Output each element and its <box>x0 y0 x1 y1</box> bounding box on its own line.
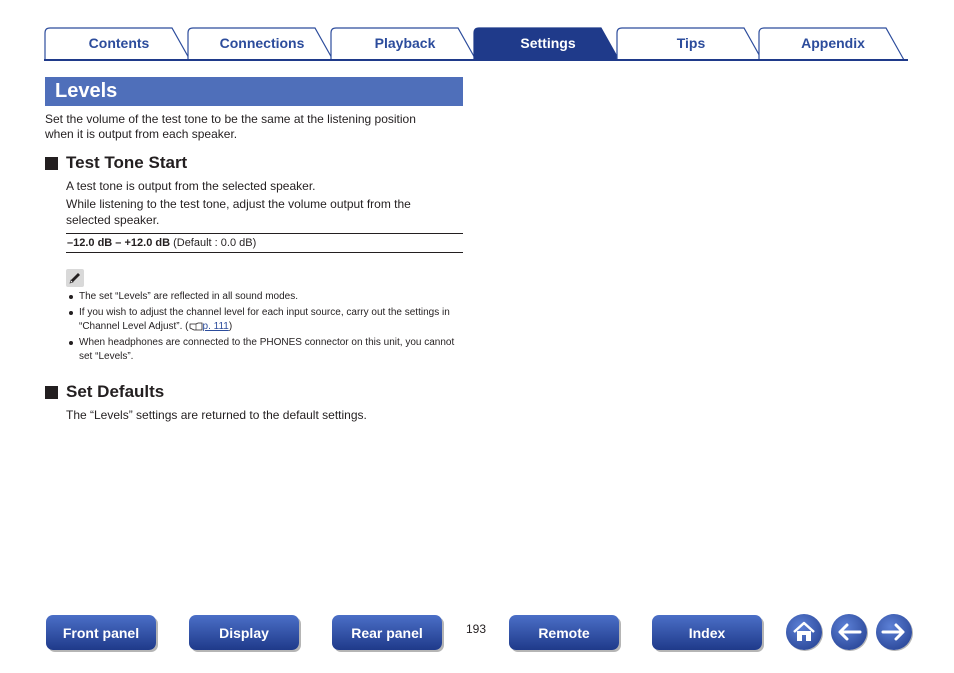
note-item <box>66 306 466 334</box>
back-button[interactable] <box>831 614 867 650</box>
range-box <box>66 233 463 253</box>
note-text: The set “Levels” are reflected in all sound modes. <box>79 291 298 302</box>
section-heading-text: Set Defaults <box>66 382 165 401</box>
note-text: When headphones are connected to the PHONES connector on this unit, you cannot set “Levels”. <box>79 337 455 362</box>
display-button[interactable]: Display <box>189 615 299 650</box>
home-button[interactable] <box>786 614 822 650</box>
intro-text: Set the volume of the test tone to be the same at the listening position when it is output from each speaker. <box>45 112 416 141</box>
tab-connections[interactable] <box>187 27 337 59</box>
square-bullet-icon <box>45 386 58 399</box>
front-panel-button[interactable]: Front panel <box>46 615 156 650</box>
tab-label: Appendix <box>801 35 865 51</box>
note-item <box>66 336 466 364</box>
arrow-right-icon <box>881 622 907 642</box>
home-icon <box>792 621 816 643</box>
tab-label: Playback <box>374 35 436 51</box>
note-text: If you wish to adjust the channel level for each input source, carry out the settings in “Channel Level Adjust”. ( <box>79 307 450 332</box>
note-item <box>66 290 466 304</box>
notes-list <box>66 290 466 366</box>
tab-tips[interactable] <box>616 27 766 59</box>
tab-contents[interactable] <box>44 27 194 59</box>
page-number: 193 <box>466 622 487 636</box>
arrow-left-icon <box>836 622 862 642</box>
tab-label: Contents <box>88 35 150 51</box>
tab-appendix[interactable] <box>758 27 908 59</box>
section-heading-set-defaults <box>45 382 164 402</box>
tab-underline <box>44 59 908 61</box>
square-bullet-icon <box>45 157 58 170</box>
hand-pointer-icon <box>189 322 203 331</box>
tab-playback[interactable] <box>330 27 480 59</box>
top-tab-bar <box>44 27 908 61</box>
test-tone-text-2: While listening to the test tone, adjust the volume output from the selected speaker. <box>66 197 411 227</box>
tab-label: Settings <box>520 35 576 51</box>
test-tone-text-1: A test tone is output from the selected speaker. <box>66 179 316 193</box>
section-heading-test-tone <box>45 153 187 173</box>
tab-label: Tips <box>676 35 706 51</box>
rear-panel-button[interactable]: Rear panel <box>332 615 442 650</box>
index-button[interactable]: Index <box>652 615 762 650</box>
forward-button[interactable] <box>876 614 912 650</box>
set-defaults-text: The “Levels” settings are returned to the default settings. <box>66 408 367 422</box>
tab-label: Connections <box>219 35 305 51</box>
page-title: Levels <box>45 77 463 106</box>
remote-button[interactable]: Remote <box>509 615 619 650</box>
range-default: (Default : 0.0 dB) <box>170 237 257 249</box>
section-heading-text: Test Tone Start <box>66 153 188 172</box>
note-text-end: ) <box>228 321 233 332</box>
tab-settings[interactable] <box>473 27 623 59</box>
range-value: –12.0 dB – +12.0 dB <box>67 237 171 249</box>
page-reference-link[interactable]: p. 111 <box>202 321 229 332</box>
pencil-icon <box>66 269 84 287</box>
